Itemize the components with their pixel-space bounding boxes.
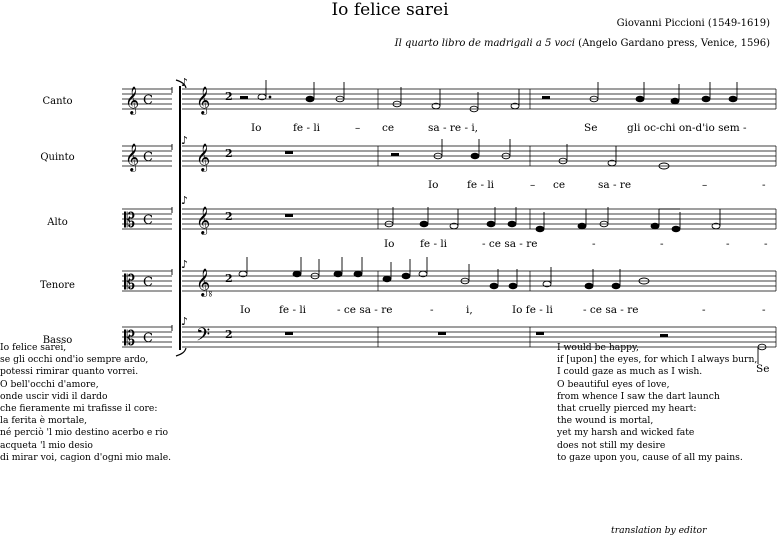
- treble-8-clef-icon: 𝄠: [196, 268, 213, 296]
- lyric-quinto: -: [762, 179, 766, 191]
- voice-name-tenore: Tenore: [40, 280, 75, 291]
- mensural-sign: C: [143, 331, 153, 346]
- time-signature: 2: [225, 90, 233, 103]
- lyric-quinto: fe - li: [467, 179, 495, 191]
- lyric-canto: Io: [251, 122, 262, 134]
- poem-line: se gli occhi ond'io sempre ardo,: [0, 354, 149, 366]
- time-signature: 2: [225, 272, 233, 285]
- voice-name-quinto: Quinto: [40, 152, 75, 163]
- notes-canto: [240, 80, 737, 112]
- voice-name-canto: Canto: [42, 96, 73, 107]
- lyric-canto: Se: [584, 122, 598, 134]
- incipit-range-note-icon: ♪: [181, 134, 189, 147]
- notes-quinto: [285, 139, 669, 169]
- poem-line: acqueta 'l mio desio: [0, 439, 93, 451]
- lyric-tenore: -: [430, 304, 434, 316]
- lyric-tenore: Io: [240, 304, 251, 316]
- lyric-alto: -: [726, 238, 730, 250]
- lyric-alto: fe - li: [420, 238, 448, 250]
- poem-english: [557, 342, 757, 464]
- lyric-quinto: ce: [553, 179, 566, 191]
- bass-clef-icon: 𝄢: [196, 325, 211, 350]
- voice-name-basso: Basso: [42, 335, 73, 346]
- poem-line: potessi rimirar quanto vorrei.: [0, 366, 139, 378]
- lyric-quinto: –: [530, 179, 536, 191]
- mensural-sign: C: [143, 213, 153, 228]
- composer-credit: Giovanni Piccioni (1549-1619): [616, 18, 770, 29]
- c-clef-icon: 𝄡: [124, 208, 136, 232]
- treble-clef-icon: 𝄞: [196, 143, 211, 171]
- treble-clef-icon: 𝄞: [196, 86, 211, 114]
- poem-line: O bell'occhi d'amore,: [0, 378, 99, 390]
- poem-line: that cruelly pierced my heart:: [557, 403, 697, 415]
- lyric-tenore: i,: [466, 304, 473, 316]
- time-signature: 2: [225, 210, 233, 223]
- poem-italian: [0, 342, 171, 464]
- poem-line: la ferita è mortale,: [0, 415, 88, 427]
- poem-line: Io felice sarei,: [0, 342, 67, 353]
- lyric-basso: Se: [756, 363, 770, 375]
- incipit-range-note-icon: ♪: [181, 194, 189, 207]
- lyric-tenore: - ce sa - re: [337, 304, 393, 316]
- poem-line: to gaze upon you, cause of all my pains.: [557, 451, 743, 463]
- time-signature: 2: [225, 328, 233, 341]
- lyric-quinto: –: [702, 179, 708, 191]
- lyric-canto: gli oc-chi on-d'io sem -: [627, 122, 747, 134]
- poem-line: the wound is mortal,: [557, 415, 654, 427]
- voice-name-alto: Alto: [47, 217, 68, 228]
- lyric-alto: -: [592, 238, 596, 250]
- lyric-quinto: Io: [428, 179, 439, 191]
- c-clef-icon: 𝄡: [124, 326, 136, 350]
- lyric-canto: ce: [382, 122, 395, 134]
- lyric-tenore: fe - li: [279, 304, 307, 316]
- lyric-alto: -: [660, 238, 664, 250]
- lyric-canto: –: [355, 122, 361, 134]
- source-book-title: Il quarto libro de madrigali a 5 voci: [394, 38, 575, 49]
- poem-line: che fieramente mi trafisse il core:: [0, 403, 158, 415]
- treble-clef-icon: 𝄞: [125, 86, 140, 114]
- incipit-range-note-icon: ♪: [181, 76, 189, 89]
- lyric-quinto: sa - re: [598, 179, 632, 191]
- mensural-sign: C: [143, 150, 153, 165]
- poem-line: yet my harsh and wicked fate: [557, 427, 695, 439]
- source-publisher: (Angelo Gardano press, Venice, 1596): [578, 38, 770, 49]
- incipit-range-note-icon: ♪: [181, 315, 189, 328]
- lyric-tenore: Io fe - li: [512, 304, 553, 316]
- poem-line: I could gaze as much as I wish.: [557, 366, 703, 378]
- lyric-canto: sa - re - i,: [428, 122, 479, 134]
- time-signature: 2: [225, 147, 233, 160]
- treble-clef-icon: 𝄞: [125, 143, 140, 171]
- lyric-alto: - ce sa - re: [482, 238, 538, 250]
- poem-line: from whence I saw the dart launch: [557, 390, 720, 402]
- lyric-alto: -: [764, 238, 768, 250]
- c-clef-icon: 𝄡: [124, 270, 136, 294]
- lyric-canto: fe - li: [293, 122, 321, 134]
- poem-line: does not still my desire: [557, 439, 666, 451]
- mensural-sign: C: [143, 93, 153, 108]
- notes-tenore: [239, 257, 649, 289]
- treble-clef-icon: 𝄞: [196, 206, 211, 234]
- poem-line: O beautiful eyes of love,: [557, 378, 670, 390]
- piece-title: Io felice sarei: [331, 0, 449, 20]
- lyric-tenore: -: [702, 304, 706, 316]
- lyric-alto: Io: [384, 238, 395, 250]
- poem-line: onde uscir vidi il dardo: [0, 390, 108, 402]
- poem-line: di mirar voi, cagion d'ogni mio male.: [0, 451, 172, 463]
- poem-line: né perciò 'l mio destino acerbo e rio: [0, 427, 169, 439]
- poem-line: if [upon] the eyes, for which I always burn,: [557, 354, 758, 366]
- incipit-range-note-icon: ♪: [181, 258, 189, 271]
- translation-credit: translation by editor: [611, 525, 707, 536]
- poem-line: I would be happy,: [557, 342, 639, 353]
- lyric-tenore: - ce sa - re: [583, 304, 639, 316]
- mensural-sign: C: [143, 275, 153, 290]
- notes-alto: [285, 207, 720, 232]
- lyric-tenore: -: [762, 304, 766, 316]
